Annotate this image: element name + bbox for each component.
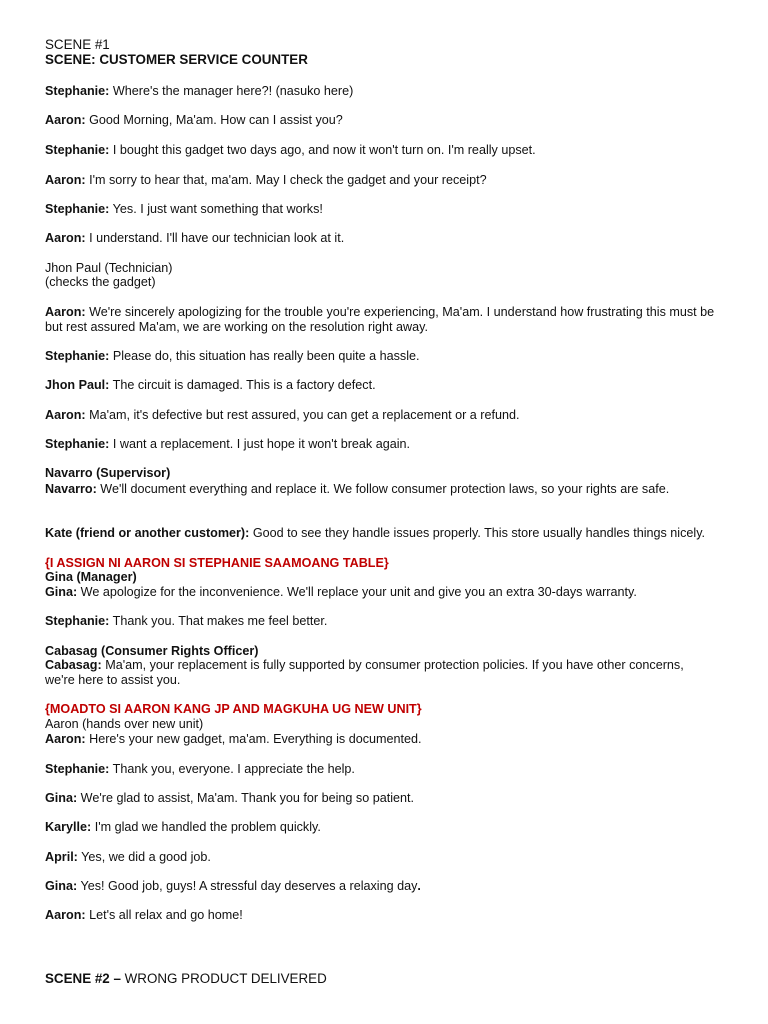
stage-direction: Jhon Paul (Technician) <box>45 261 173 275</box>
dialogue-line: Navarro: We'll document everything and replace it. We follow consumer protection laws, so your rights are safe. <box>45 482 670 496</box>
character-intro: Navarro (Supervisor) <box>45 466 171 480</box>
dialogue-line: Gina: We apologize for the inconvenience. We'll replace your unit and give you an extra 30-days warranty. <box>45 585 637 599</box>
dialogue-line: Jhon Paul: The circuit is damaged. This is a factory defect. <box>45 378 376 392</box>
next-scene-heading: SCENE #2 – WRONG PRODUCT DELIVERED <box>45 971 327 986</box>
red-direction: {I ASSIGN NI AARON SI STEPHANIE SAAMOANG TABLE} <box>45 556 389 570</box>
dialogue-line: Cabasag: Ma'am, your replacement is fully supported by consumer protection policies. If you have other concerns, we're here to assist you. <box>45 658 684 687</box>
dialogue-line: Aaron: Good Morning, Ma'am. How can I assist you? <box>45 113 343 127</box>
dialogue-line: Stephanie: Yes. I just want something that works! <box>45 202 323 216</box>
stage-direction: Aaron (hands over new unit) <box>45 717 204 731</box>
dialogue-line: Kate (friend or another customer): Good to see they handle issues properly. This store usually handles things nicely. <box>45 526 706 540</box>
dialogue-line: Aaron: Let's all relax and go home! <box>45 908 243 922</box>
dialogue-line: Gina: Yes! Good job, guys! A stressful day deserves a relaxing day. <box>45 879 421 893</box>
dialogue-line: Stephanie: Thank you, everyone. I appreciate the help. <box>45 762 355 776</box>
dialogue-line: Aaron: Ma'am, it's defective but rest assured, you can get a replacement or a refund. <box>45 408 520 422</box>
scene-title: SCENE: CUSTOMER SERVICE COUNTER <box>45 52 308 67</box>
dialogue-line: Aaron: Here's your new gadget, ma'am. Everything is documented. <box>45 732 422 746</box>
dialogue-line: Aaron: We're sincerely apologizing for the trouble you're experiencing, Ma'am. I understand how frustrating this must be but rest assured Ma'am, we are working on the resolution right away. <box>45 305 715 334</box>
scene-number: SCENE #1 <box>45 37 110 52</box>
dialogue-line: Aaron: I'm sorry to hear that, ma'am. May I check the gadget and your receipt? <box>45 173 487 187</box>
character-intro: Cabasag (Consumer Rights Officer) <box>45 644 259 658</box>
dialogue-line: Stephanie: I bought this gadget two days ago, and now it won't turn on. I'm really upset. <box>45 143 536 157</box>
dialogue-line: Stephanie: Where's the manager here?! (nasuko here) <box>45 84 354 98</box>
dialogue-line: Gina: We're glad to assist, Ma'am. Thank you for being so patient. <box>45 791 415 805</box>
dialogue-line: Stephanie: I want a replacement. I just hope it won't break again. <box>45 437 411 451</box>
dialogue-line: April: Yes, we did a good job. <box>45 850 211 864</box>
dialogue-line: Stephanie: Please do, this situation has really been quite a hassle. <box>45 349 420 363</box>
dialogue-line: Karylle: I'm glad we handled the problem quickly. <box>45 820 321 834</box>
dialogue-line: Stephanie: Thank you. That makes me feel better. <box>45 614 328 628</box>
stage-direction: (checks the gadget) <box>45 275 156 289</box>
red-direction: {MOADTO SI AARON KANG JP AND MAGKUHA UG NEW UNIT} <box>45 702 422 716</box>
dialogue-line: Aaron: I understand. I'll have our technician look at it. <box>45 231 345 245</box>
character-intro: Gina (Manager) <box>45 570 137 584</box>
